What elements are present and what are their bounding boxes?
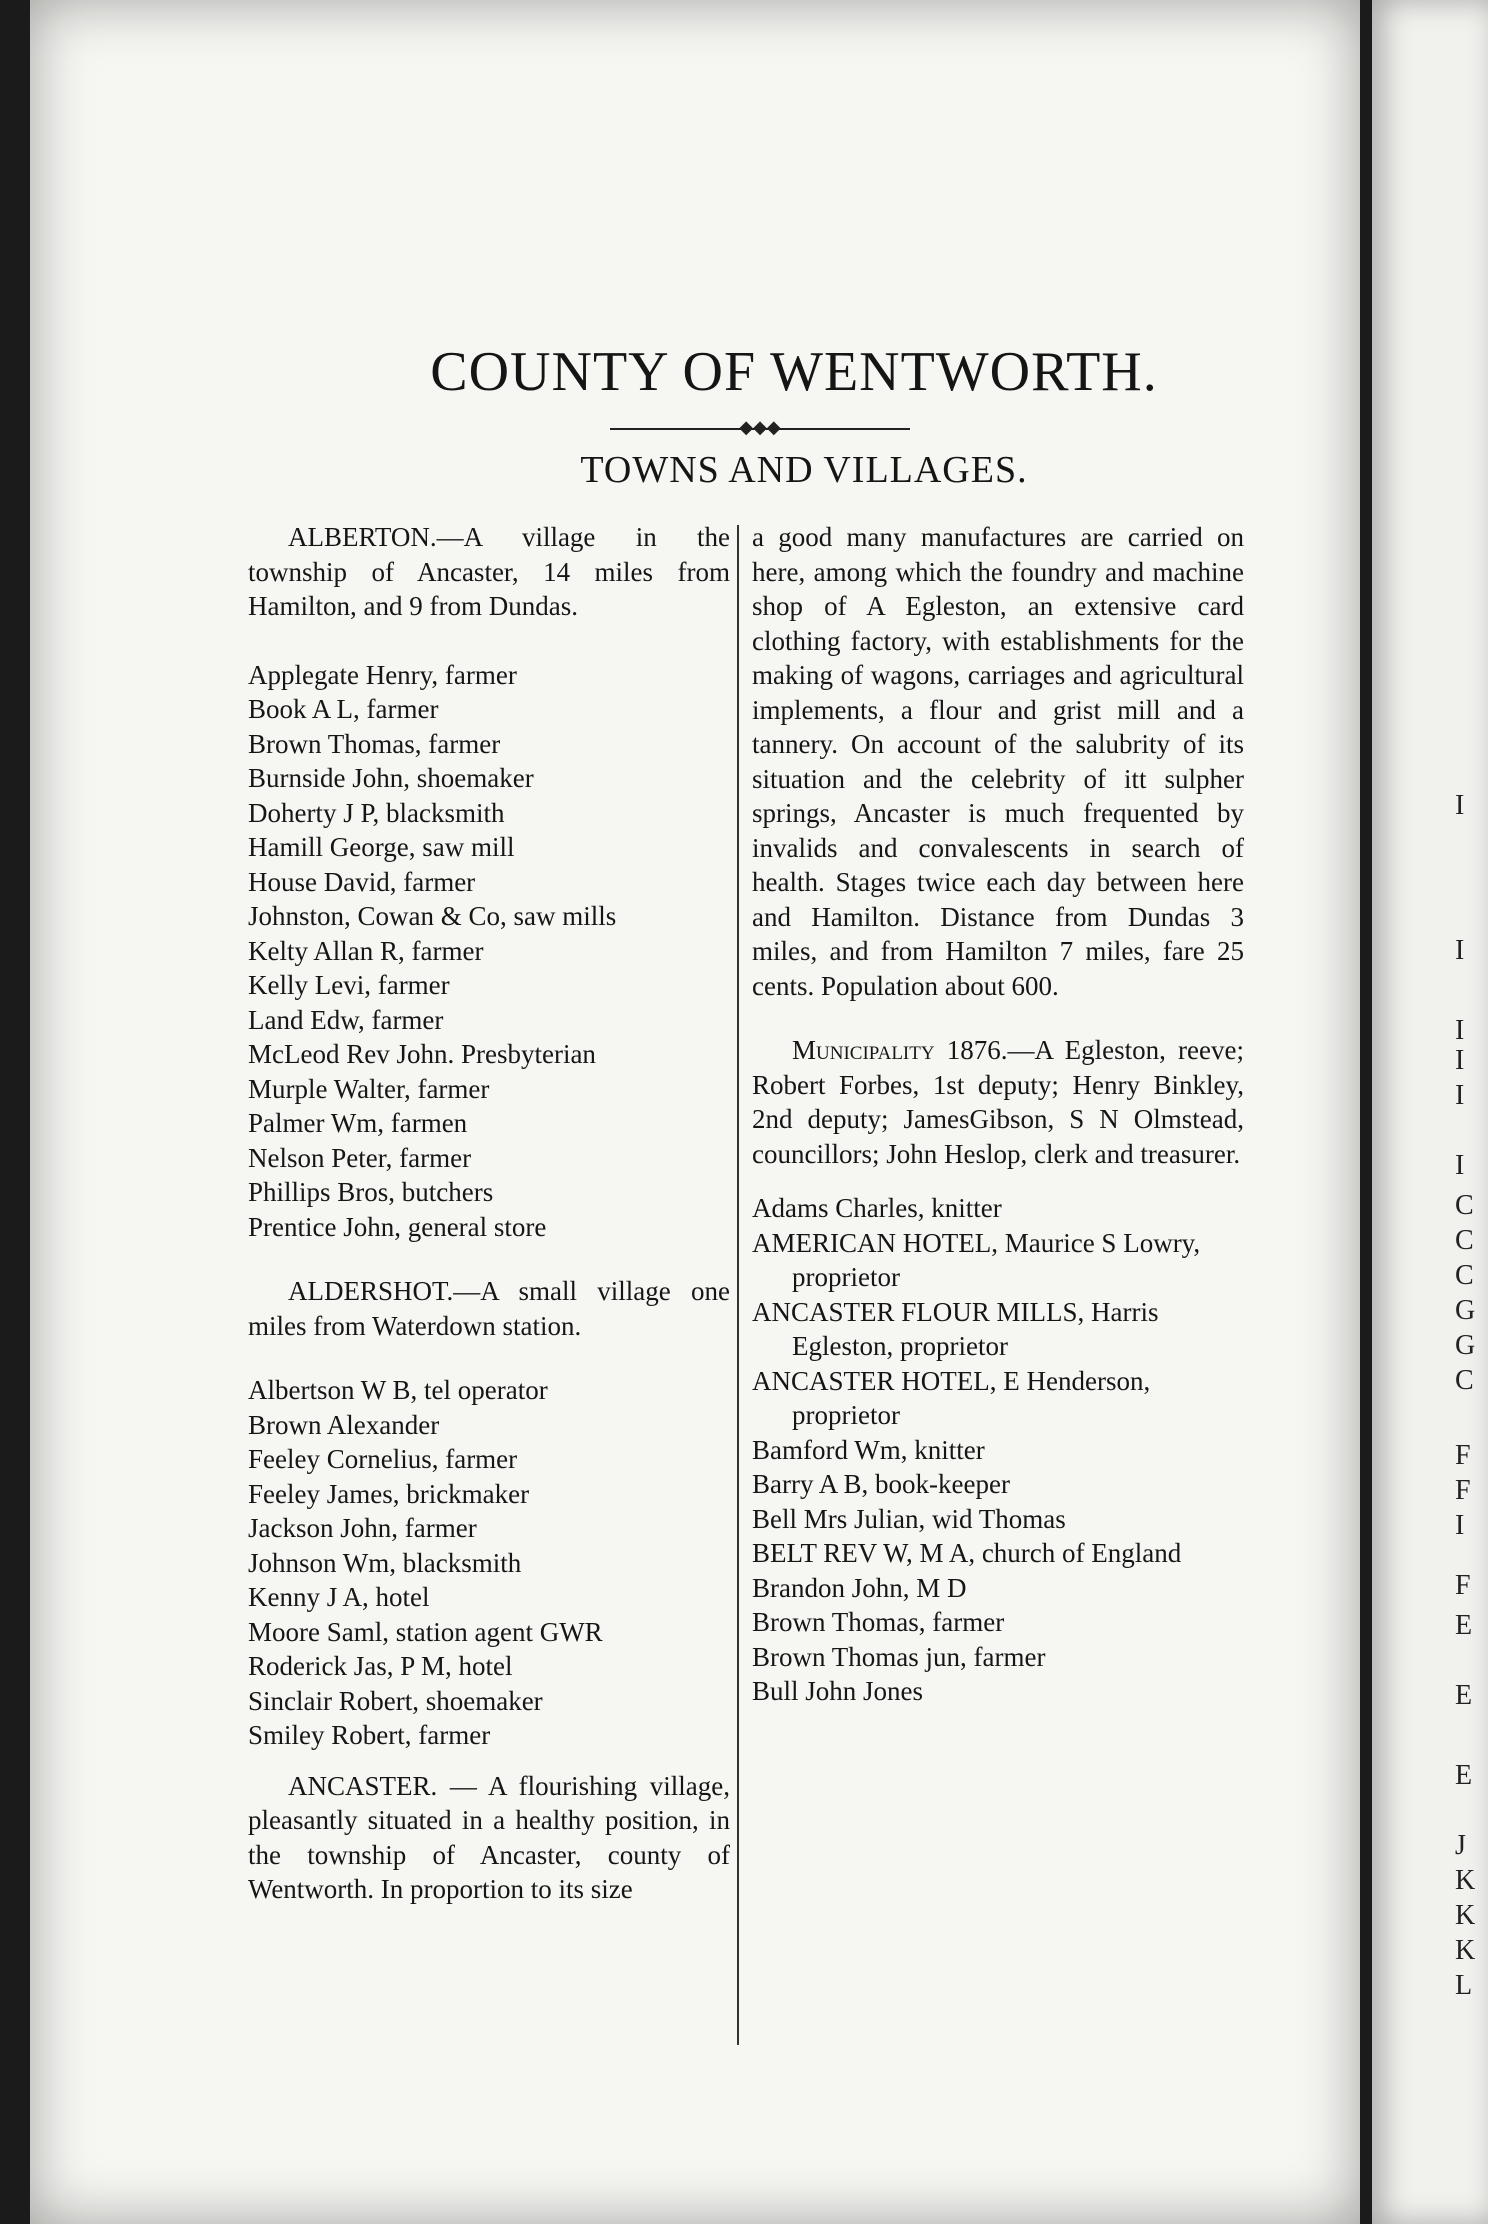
municipality-label: Municipality 1876. — [792, 1035, 1008, 1065]
directory-entry: Brandon John, M D — [752, 1572, 967, 1603]
municipality-text: —A Egleston, reeve; Robert Forbes, 1st deputy; Henry Binkley, 2nd deputy; JamesGibson, S N Olmstead, councillors; John Heslop, clerk and treasurer. — [752, 1035, 1244, 1169]
edge-letter: C — [1455, 1225, 1474, 1256]
directory-entry: ANCASTER FLOUR MILLS, Harris Egleston, proprietor — [752, 1296, 1159, 1361]
directory-entry: AMERICAN HOTEL, Maurice S Lowry, proprietor — [752, 1227, 1201, 1292]
directory-entry: McLeod Rev John. Presbyterian — [248, 1039, 596, 1069]
directory-entry: Brown Thomas, farmer — [752, 1607, 1005, 1637]
edge-letter: I — [1455, 1150, 1465, 1181]
directory-entry: Bull John Jones — [752, 1676, 924, 1706]
edge-letter: C — [1455, 1365, 1474, 1396]
edge-letter: K — [1455, 1935, 1476, 1966]
edge-letter: L — [1455, 1970, 1473, 2001]
edge-letter: E — [1455, 1610, 1473, 1641]
ancaster-description-continued: a good many manufactures are carried on here, among which the foundry and machine shop of A Egleston, an extensive card clothing factory, with establishments for the making of wagons, carriages and agricultural implements, a flour and grist mill and a tannery. On account of the salubrity of its situation and the celebrity of itt sulpher springs, Ancaster is much frequented by invalids and convalescents in search of health. Stages twice each day between here and Hamilton. Distance from Dundas 3 miles, and from Hamilton 7 miles, fare 25 cents. Population about 600. — [752, 522, 1244, 1001]
directory-entry: Murple Walter, farmer — [248, 1073, 490, 1104]
directory-entry: ANCASTER HOTEL, E Henderson, proprietor — [752, 1365, 1151, 1430]
edge-letter: C — [1455, 1190, 1474, 1221]
alberton-directory — [248, 658, 730, 1245]
directory-entry: Doherty J P, blacksmith — [248, 797, 505, 828]
ornament-icon: ◆◆◆ — [739, 417, 781, 438]
directory-entry: House David, farmer — [248, 866, 476, 897]
edge-letter: I — [1455, 790, 1465, 821]
edge-letter: I — [1455, 1015, 1465, 1046]
edge-letter: K — [1455, 1900, 1476, 1931]
edge-letter: G — [1455, 1330, 1476, 1361]
directory-entry: Bell Mrs Julian, wid Thomas — [752, 1503, 1066, 1534]
section-subtitle: TOWNS AND VILLAGES. — [580, 449, 1028, 491]
edge-letter: I — [1455, 1080, 1465, 1111]
edge-letter: F — [1455, 1475, 1471, 1506]
edge-letter: K — [1455, 1865, 1476, 1896]
edge-letter: I — [1455, 1510, 1465, 1541]
directory-entry: Book A L, farmer — [248, 694, 439, 724]
directory-entry: Kelly Levi, farmer — [248, 970, 450, 1000]
directory-entry: Roderick Jas, P M, hotel — [248, 1651, 513, 1681]
directory-entry: Brown Thomas jun, farmer — [752, 1641, 1046, 1672]
directory-entry: Bamford Wm, knitter — [752, 1434, 985, 1465]
edge-letter: J — [1455, 1830, 1466, 1861]
directory-entry: Kenny J A, hotel — [248, 1582, 430, 1612]
edge-letter: I — [1455, 935, 1465, 966]
aldershot-directory — [248, 1373, 730, 1753]
directory-entry: Barry A B, book-keeper — [752, 1469, 1010, 1499]
directory-entry: Brown Alexander — [248, 1409, 440, 1440]
directory-entry: Adams Charles, knitter — [752, 1193, 1002, 1223]
directory-entry: Brown Thomas, farmer — [248, 728, 501, 759]
alberton-description: ALBERTON.—A village in the township of Ancaster, 14 miles from Hamilton, and 9 from Dundas. — [248, 522, 730, 621]
directory-entry: Albertson W B, tel operator — [248, 1375, 548, 1405]
left-column — [248, 520, 730, 1907]
edge-letter: F — [1455, 1440, 1471, 1471]
page-title: COUNTY OF WENTWORTH. — [430, 341, 1158, 403]
edge-letter: G — [1455, 1295, 1476, 1326]
directory-entry: Applegate Henry, farmer — [248, 659, 517, 690]
directory-entry: Prentice John, general store — [248, 1211, 547, 1242]
directory-entry: Palmer Wm, farmen — [248, 1108, 468, 1138]
right-column — [752, 520, 1244, 1709]
edge-letter: I — [1455, 1045, 1465, 1076]
directory-entry: Hamill George, saw mill — [248, 832, 515, 862]
directory-entry: Jackson John, farmer — [248, 1513, 477, 1543]
edge-letter: E — [1455, 1760, 1473, 1791]
directory-entry: Sinclair Robert, shoemaker — [248, 1685, 543, 1716]
directory-entry: Johnson Wm, blacksmith — [248, 1547, 522, 1578]
directory-entry: Feeley James, brickmaker — [248, 1478, 530, 1509]
municipality-paragraph — [752, 1033, 1244, 1171]
column-divider — [737, 525, 739, 2045]
directory-entry: Land Edw, farmer — [248, 1004, 444, 1035]
directory-entry: Kelty Allan R, farmer — [248, 935, 484, 966]
aldershot-description: ALDERSHOT.—A small village one miles from Waterdown station. — [248, 1276, 730, 1341]
edge-letter: E — [1455, 1680, 1473, 1711]
directory-entry: BELT REV W, M A, church of England — [752, 1538, 1182, 1568]
edge-letter: F — [1455, 1570, 1471, 1601]
directory-entry: Johnston, Cowan & Co, saw mills — [248, 901, 617, 931]
directory-entry: Nelson Peter, farmer — [248, 1142, 472, 1173]
directory-entry: Phillips Bros, butchers — [248, 1177, 494, 1207]
ancaster-description: ANCASTER. — A flourishing village, pleasantly situated in a healthy position, in the township of Ancaster, county of Wentworth. In proportion to its size — [248, 1770, 730, 1904]
directory-entry: Burnside John, shoemaker — [248, 763, 534, 793]
directory-entry: Moore Saml, station agent GWR — [248, 1616, 603, 1647]
directory-entry: Feeley Cornelius, farmer — [248, 1444, 518, 1474]
ancaster-directory — [752, 1191, 1244, 1709]
directory-entry: Smiley Robert, farmer — [248, 1720, 491, 1750]
edge-letter: C — [1455, 1260, 1474, 1291]
